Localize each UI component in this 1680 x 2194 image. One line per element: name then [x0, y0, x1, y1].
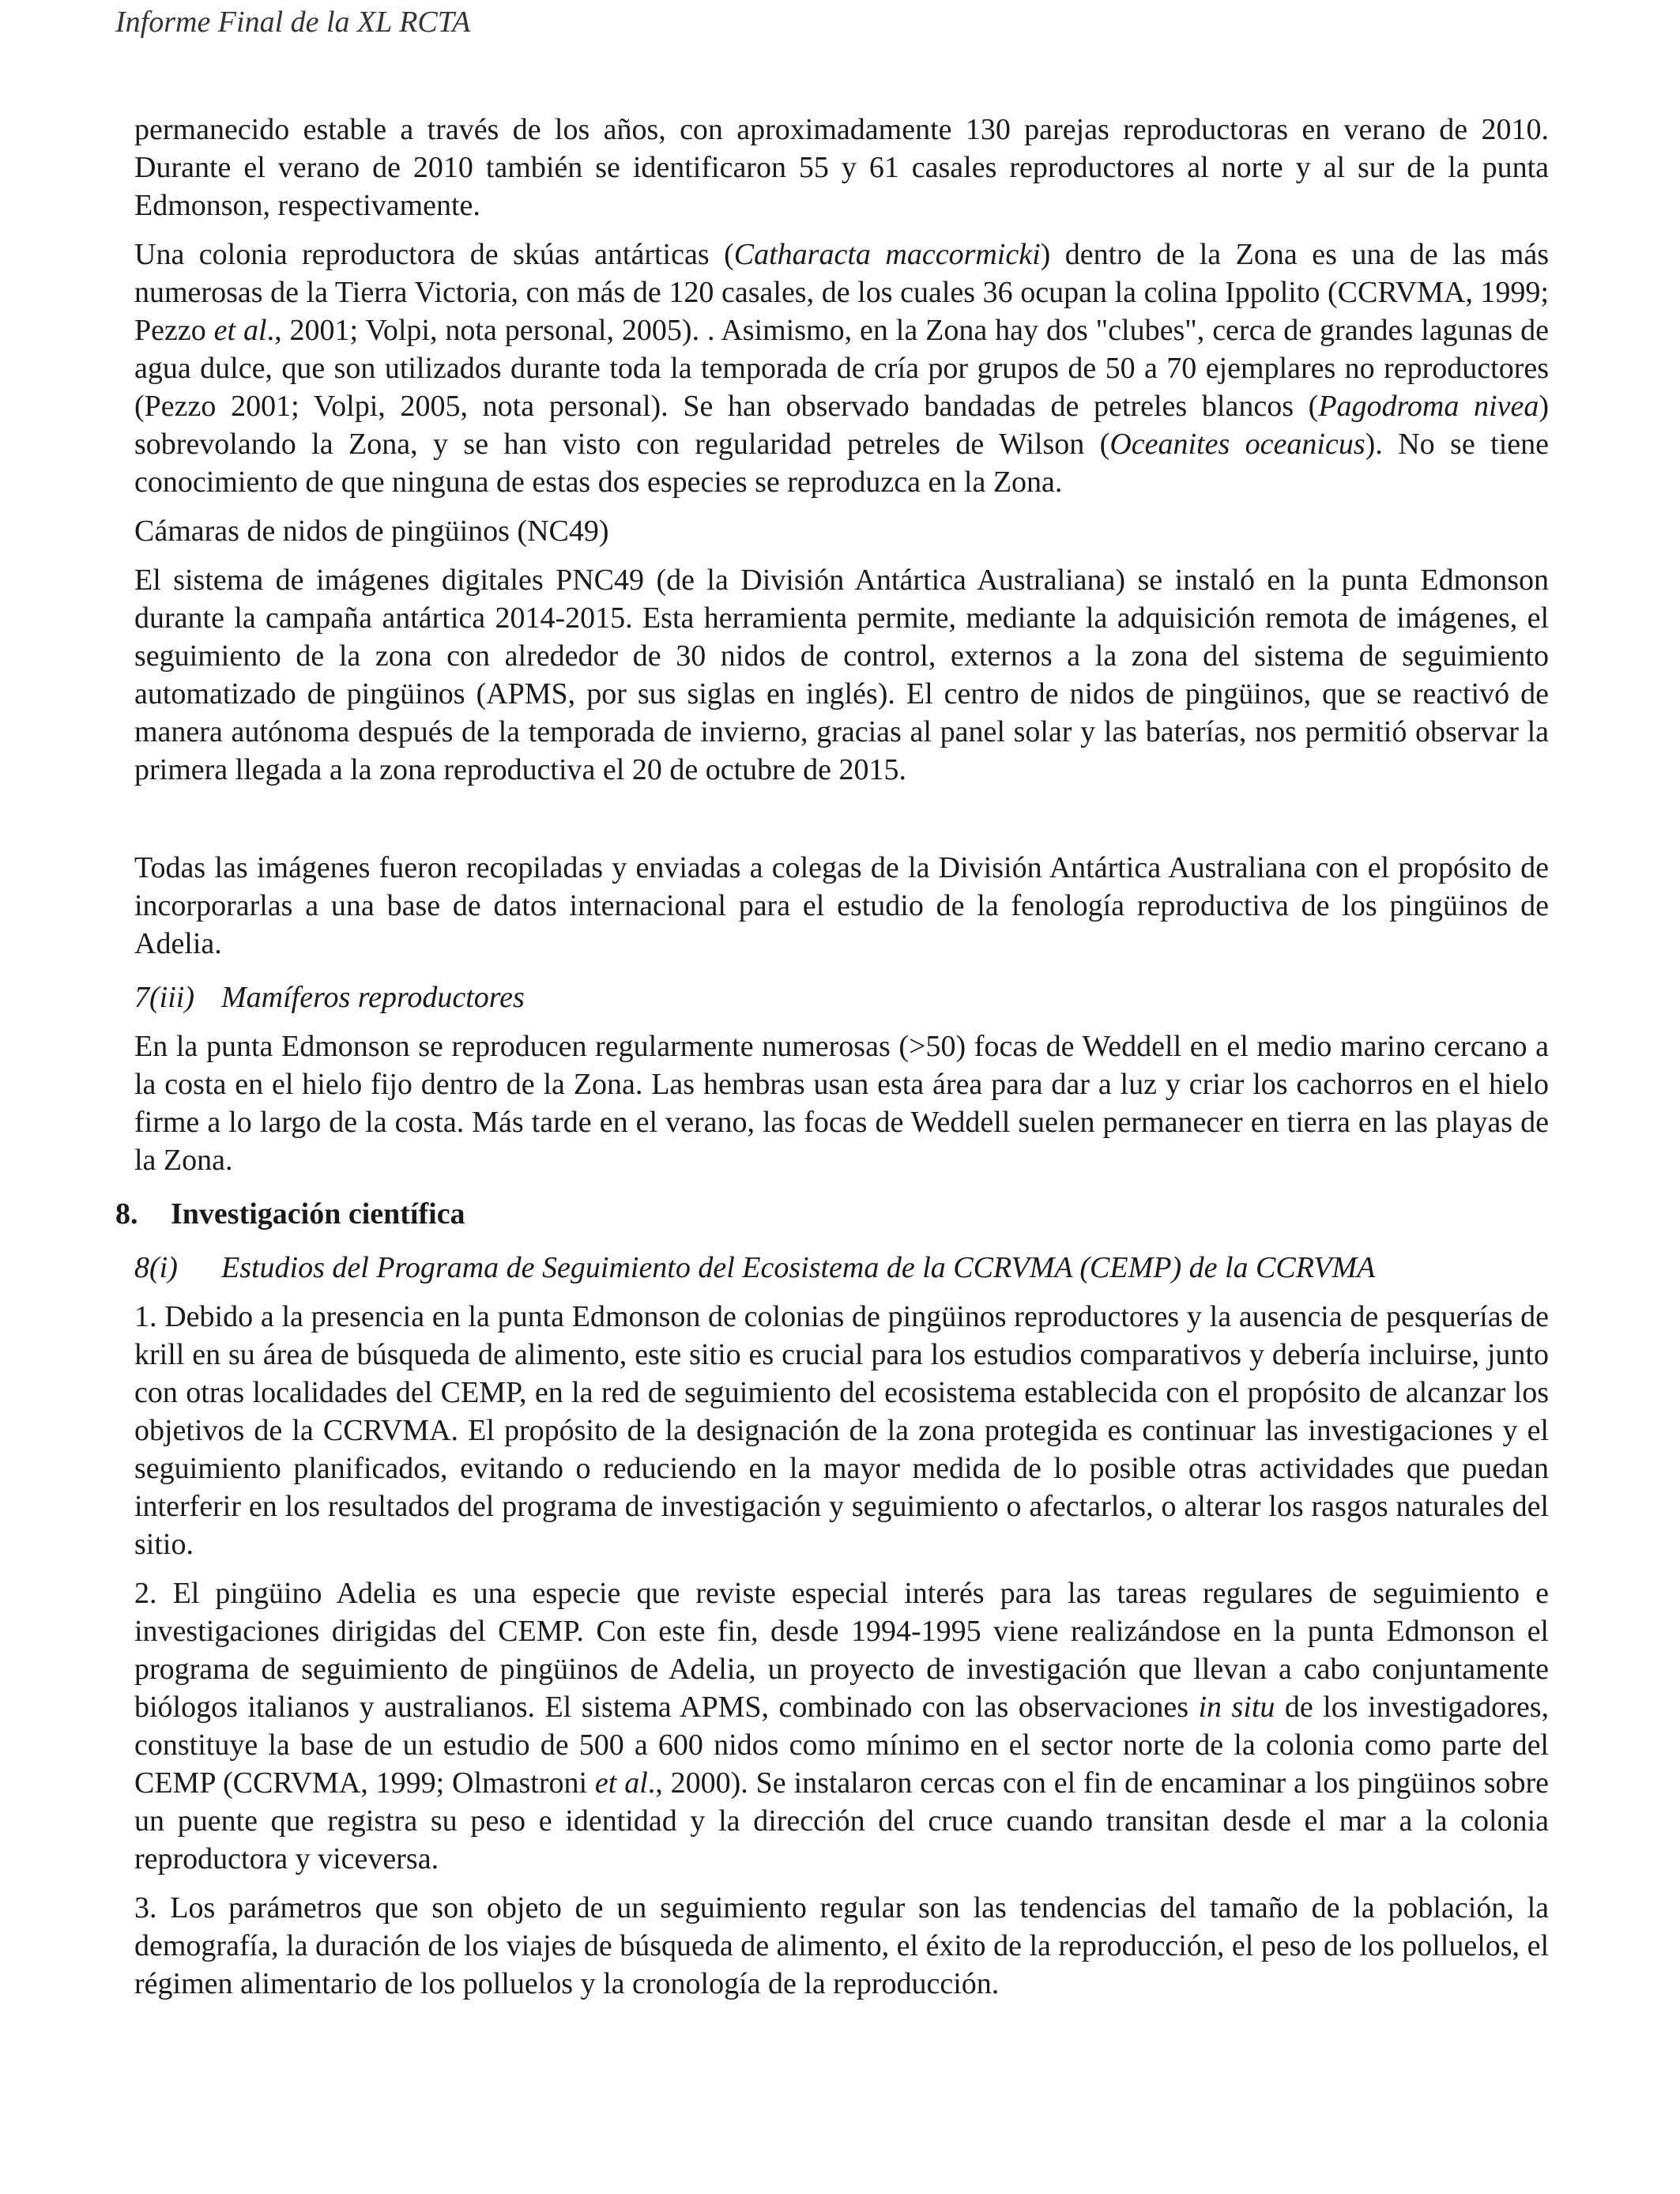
section-8-heading: 8. Investigación científica: [115, 1197, 465, 1231]
heading-7iii: 7(iii) Mamíferos reproductores: [134, 981, 525, 1014]
camaras-heading: Cámaras de nidos de pingüinos (NC49): [134, 515, 609, 548]
paragraph-images-database: Todas las imágenes fueron recopiladas y enviadas a colegas de la División Antártica Australiana con el propósito de incorporarlas a una base de datos internacional para el estudio de la fenología reproductiva de los pingüinos de Adelia.: [134, 851, 1549, 960]
paragraph-camera-system: El sistema de imágenes digitales PNC49 (de la División Antártica Australiana) se instaló en la punta Edmonson durante la campaña antártica 2014-2015. Esta herramienta permite, mediante la adquisición remota de imágenes, el seguimiento de la zona con alrededor de 30 nidos de control, externos a la zona del sistema de seguimiento automatizado de pingüinos (APMS, por sus siglas en inglés). El centro de nidos de pingüinos, que se reactivó de manera autónoma después de la temporada de invierno, gracias al panel solar y las baterías, nos permitió observar la primera llegada a la zona reproductiva el 20 de octubre de 2015.: [134, 564, 1549, 786]
paragraph-colony-stable: permanecido estable a través de los años, con aproximadamente 130 parejas reproductoras en verano de 2010. Durante el verano de 2010 también se identificaron 55 y 61 casales reproductores al norte y al sur de la punta Edmonson, respectivamente.: [134, 113, 1549, 222]
heading-8i: 8(i) Estudios del Programa de Seguimiento del Ecosistema de la CCRVMA (CEMP) de la CCRVMA: [134, 1251, 1376, 1284]
paragraph-weddell-seals: En la punta Edmonson se reproducen regularmente numerosas (>50) focas de Weddell en el medio marino cercano a la costa en el hielo fijo dentro de la Zona. Las hembras usan esta área para dar a luz y criar los cachorros en el hielo firme a lo largo de la costa. Más tarde en el verano, las focas de Weddell suelen permanecer en tierra en las playas de la Zona.: [134, 1030, 1549, 1177]
document-body: [115, 111, 1550, 2003]
paragraph-item-3: 3. Los parámetros que son objeto de un seguimiento regular son las tendencias del tamaño de la población, la demografía, la duración de los viajes de búsqueda de alimento, el éxito de la reproducción, el peso de los polluelos, el régimen alimentario de los polluelos y la cronología de la reproducción.: [134, 1891, 1549, 2000]
paragraph-item-2: 2. El pingüino Adelia es una especie que reviste especial interés para las tareas regulares de seguimiento e investigaciones dirigidas del CEMP. Con este fin, desde 1994-1995 viene realizándose en la punta Edmonson el programa de seguimiento de pingüinos de Adelia, un proyecto de investigación que llevan a cabo conjuntamente biólogos italianos y australianos. El sistema APMS, combinado con las observaciones in situ de los investigadores, constituye la base de un estudio de 500 a 600 nidos como mínimo en el sector norte de la colonia como parte del CEMP (CCRVMA, 1999; Olmastroni et al., 2000). Se instalaron cercas con el fin de encaminar a los pingüinos sobre un puente que registra su peso e identidad y la dirección del cruce cuando transitan desde el mar a la colonia reproductora y viceversa.: [134, 1577, 1549, 1875]
paragraph-item-1: 1. Debido a la presencia en la punta Edmonson de colonias de pingüinos reproductores y la ausencia de pesquerías de krill en su área de búsqueda de alimento, este sitio es crucial para los estudios comparativos y debería incluirse, junto con otras localidades del CEMP, en la red de seguimiento del ecosistema establecida con el propósito de alcanzar los objetivos de la CCRVMA. El propósito de la designación de la zona protegida es continuar las investigaciones y el seguimiento planificados, evitando o reduciendo en la mayor medida de lo posible otras actividades que puedan interferir en los resultados del programa de investigación y seguimiento o afectarlos, o alterar los rasgos naturales del sitio.: [134, 1300, 1549, 1561]
running-header: Informe Final de la XL RCTA: [115, 6, 471, 39]
paragraph-skuas: Una colonia reproductora de skúas antárticas (Catharacta maccormicki) dentro de la Zona es una de las más numerosas de la Tierra Victoria, con más de 120 casales, de los cuales 36 ocupan la colina Ippolito (CCRVMA, 1999; Pezzo et al., 2001; Volpi, nota personal, 2005). . Asimismo, en la Zona hay dos "clubes", cerca de grandes lagunas de agua dulce, que son utilizados durante toda la temporada de cría por grupos de 50 a 70 ejemplares no reproductores (Pezzo 2001; Volpi, 2005, nota personal). Se han observado bandadas de petreles blancos (Pagodroma nivea) sobrevolando la Zona, y se han visto con regularidad petreles de Wilson (Oceanites oceanicus). No se tiene conocimiento de que ninguna de estas dos especies se reproduzca en la Zona.: [134, 238, 1550, 499]
